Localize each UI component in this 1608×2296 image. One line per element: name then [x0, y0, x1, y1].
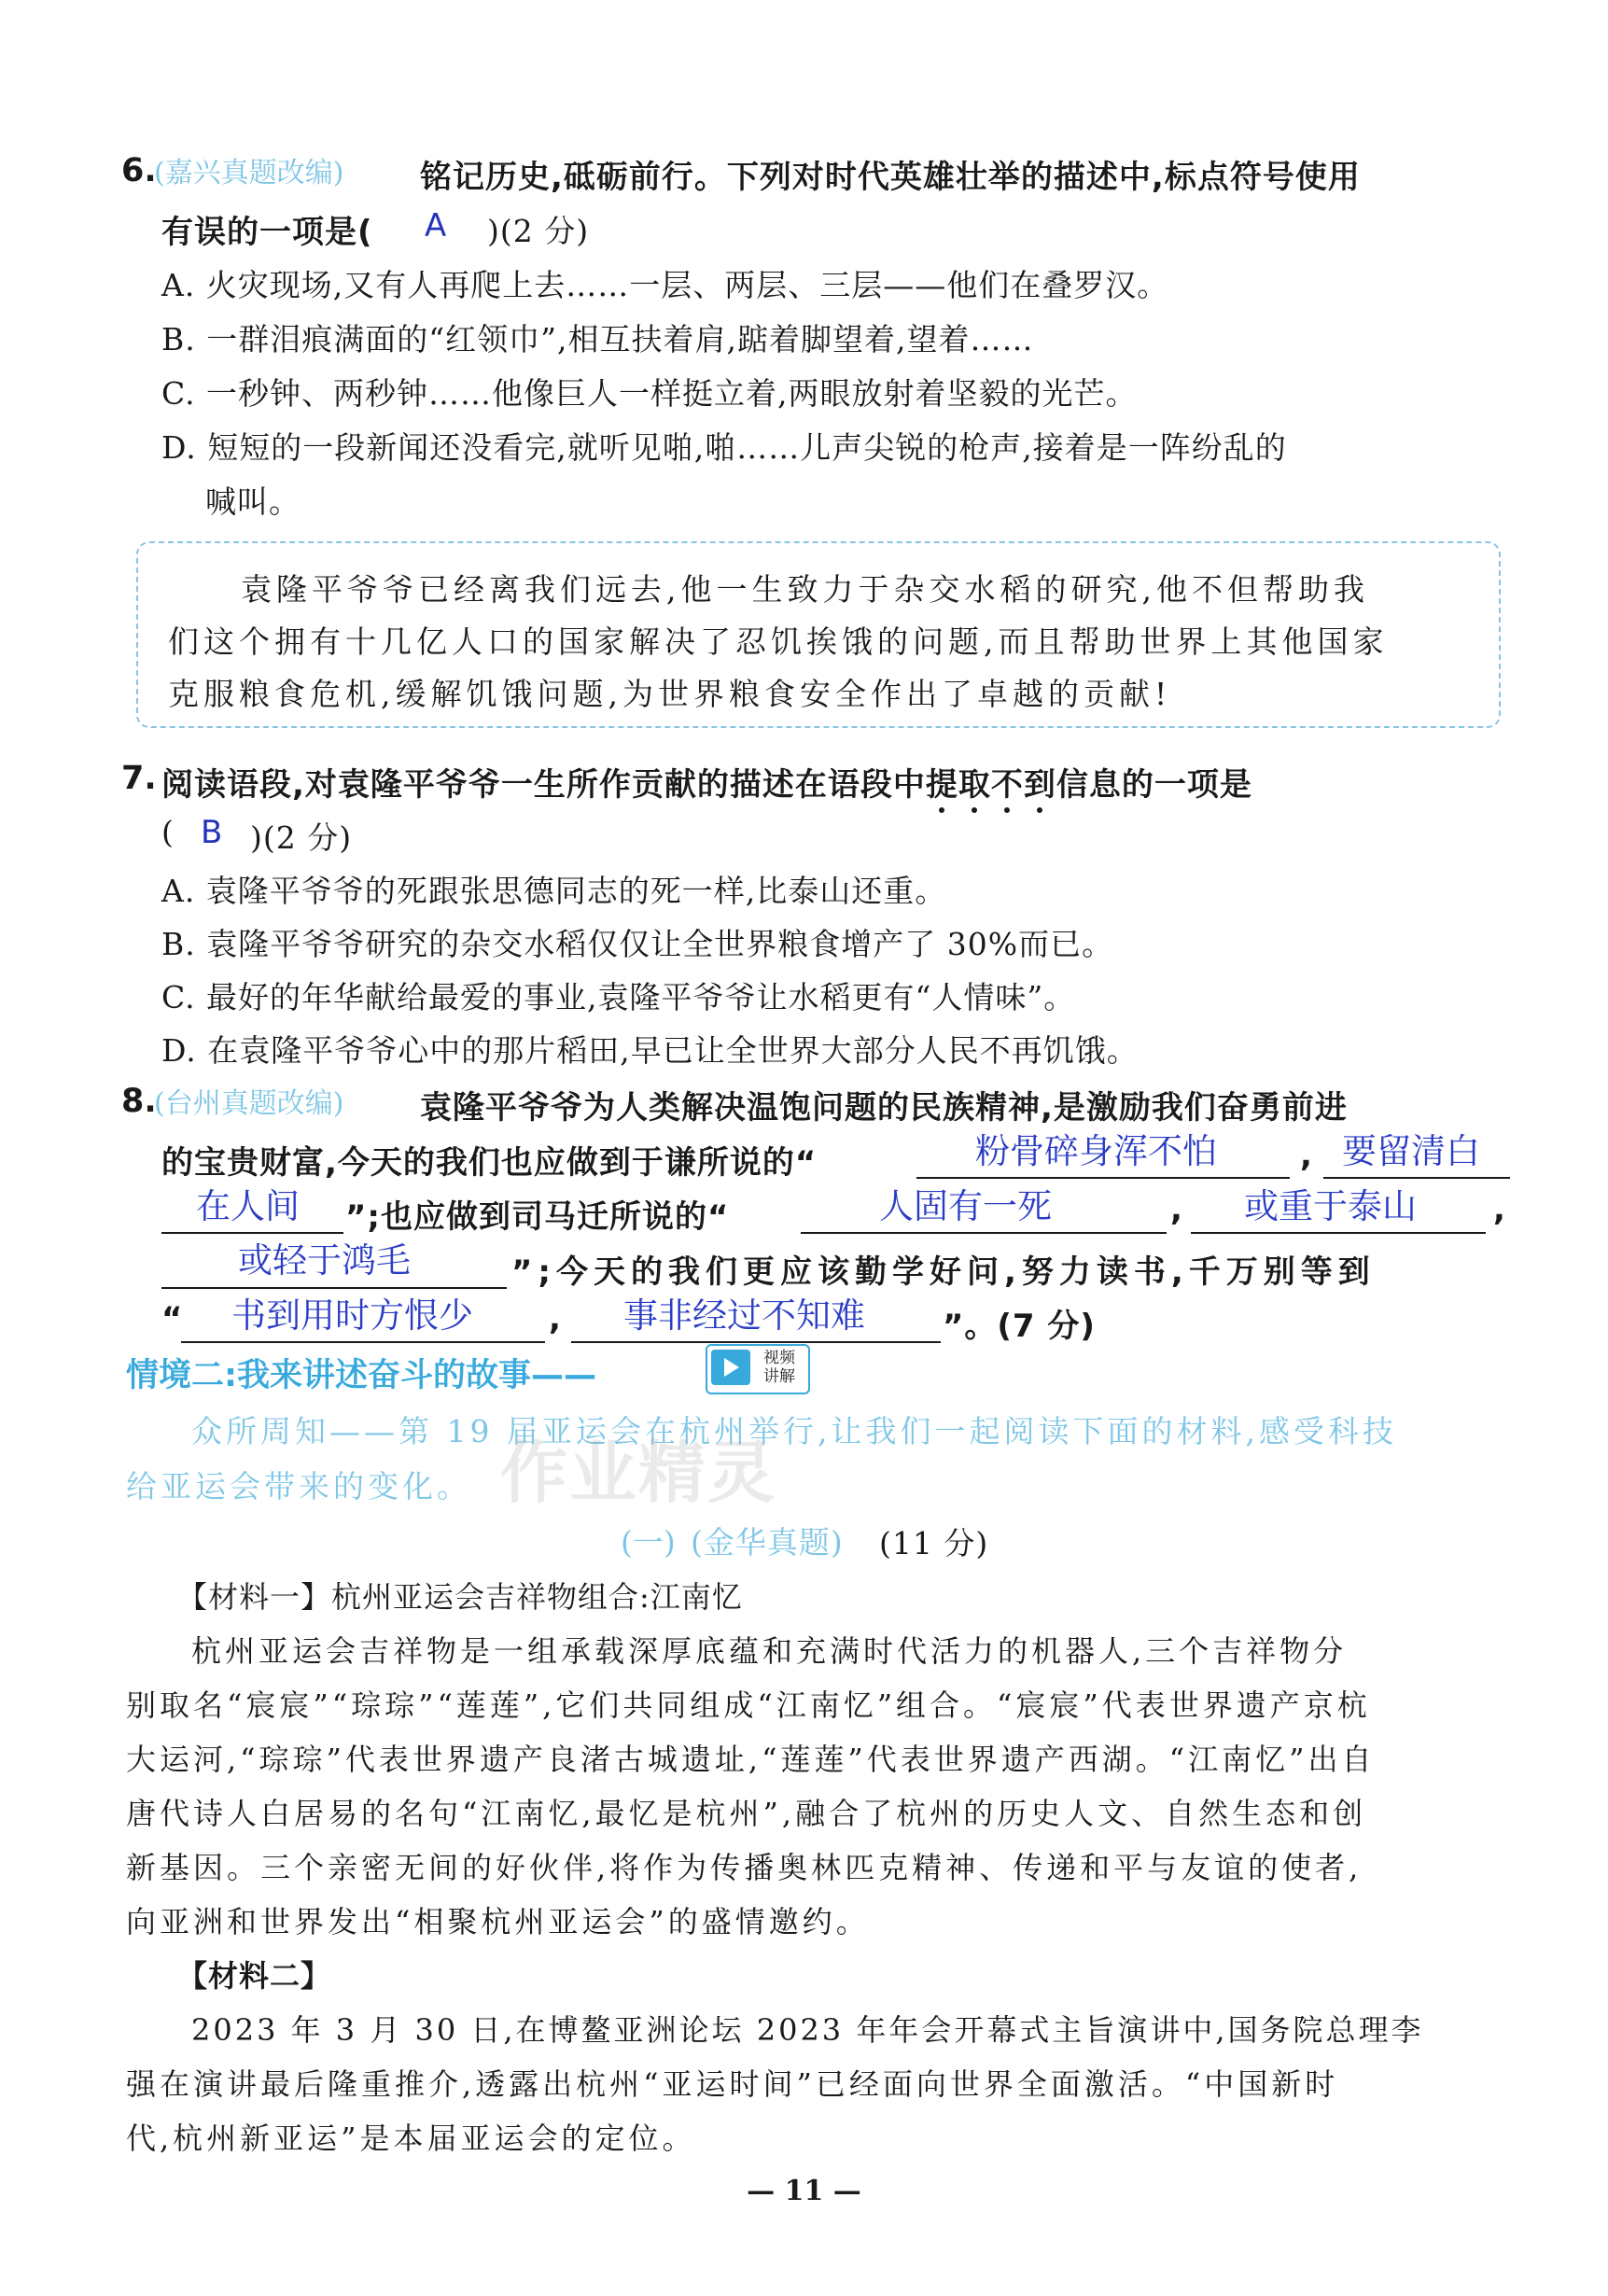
q8-stem-line4: ”;今天的我们更应该勤学好问,努力读书,千万别等到 [511, 1253, 1376, 1291]
material2-line1: 2023 年 3 月 30 日,在博鳌亚洲论坛 2023 年年会开幕式主旨演讲中,国务院总理李 [191, 2012, 1424, 2048]
q8-end: ”。(7 分) [943, 1308, 1096, 1345]
q7-option-a: A. 袁隆平爷爷的死跟张思德同志的死一样,比泰山还重。 [161, 873, 947, 909]
q6-option-c: C. 一秒钟、两秒钟……他像巨人一样挺立着,两眼放射着坚毅的光芒。 [161, 375, 1138, 412]
material1-line5: 新基因。三个亲密无间的好伙伴,将作为传播奥林匹克精神、传递和平与友谊的使者, [126, 1850, 1363, 1885]
section2-intro-line2: 给亚运会带来的变化。 [126, 1468, 471, 1505]
q7-option-c: C. 最好的年华献给最爱的事业,袁隆平爷爷让水稻更有“人情味”。 [161, 979, 1076, 1015]
q7-number: 7. [121, 760, 157, 797]
q8-answer-4: 或重于泰山 [1244, 1186, 1417, 1226]
part1-source: (金华真题) [691, 1524, 844, 1561]
q8-open-quote: “ [161, 1300, 184, 1337]
material1-line4: 唐代诗人白居易的名句“江南忆,最忆是杭州”,融合了杭州的历史人文、自然生态和创 [126, 1796, 1367, 1831]
material1-line6: 向亚洲和世界发出“相聚杭州亚运会”的盛情邀约。 [126, 1904, 870, 1939]
q6-stem-line2: 有误的一项是( [161, 214, 373, 251]
q8-comma-2: , [1170, 1191, 1183, 1228]
q6-source: (嘉兴真题改编) [154, 157, 344, 189]
passage-line1: 袁隆平爷爷已经离我们远去,他一生致力于杂交水稻的研究,他不但帮助我 [241, 571, 1369, 608]
q6-option-d: D. 短短的一段新闻还没看完,就听见啪,啪……儿声尖锐的枪声,接着是一阵纷乱的 [161, 429, 1287, 466]
play-icon [711, 1350, 750, 1385]
material1-heading: 【材料一】杭州亚运会吉祥物组合:江南忆 [177, 1579, 743, 1615]
q8-number: 8. [121, 1083, 157, 1120]
q8-comma-3: , [1493, 1191, 1506, 1228]
q7-stem-part2: 信息的一项是 [1056, 766, 1252, 804]
watermark-logo: 作业精灵 [500, 1434, 777, 1512]
q7-score: )(2 分) [250, 819, 353, 856]
q8-stem-line2: 的宝贵财富,今天的我们也应做到于谦所说的“ [161, 1144, 818, 1182]
q8-answer-1: 粉骨碎身浑不怕 [975, 1131, 1217, 1171]
q8-comma-4: , [549, 1300, 562, 1337]
q8-stem-line1: 袁隆平爷爷为人类解决温饱问题的民族精神,是激励我们奋勇前进 [420, 1089, 1348, 1127]
q8-answer-3: 人固有一死 [879, 1186, 1052, 1226]
section2-title: 情境二:我来讲述奋斗的故事—— [126, 1357, 596, 1394]
material1-line3: 大运河,“琮琮”代表世界遗产良渚古城遗址,“莲莲”代表世界遗产西湖。“江南忆”出自 [126, 1742, 1376, 1777]
q7-option-b: B. 袁隆平爷爷研究的杂交水稻仅仅让全世界粮食增产了 30%而已。 [161, 926, 1114, 962]
q7-paren-open: ( [161, 814, 175, 850]
q7-stem-part1: 阅读语段,对袁隆平爷爷一生所作贡献的描述在语段中 [161, 766, 926, 804]
q6-score: )(2 分) [487, 213, 590, 249]
part1-score: (11 分) [879, 1525, 989, 1561]
q7-emphasis: 提取不到 [926, 766, 1056, 804]
passage-line2: 们这个拥有十几亿人口的国家解决了忍饥挨饿的问题,而且帮助世界上其他国家 [168, 623, 1389, 660]
q7-stem-line1 [161, 759, 1252, 805]
part1-label: (一) [621, 1524, 676, 1561]
q8-answer-2-line1: 要留清白 [1342, 1131, 1480, 1171]
q7-option-d: D. 在袁隆平爷爷心中的那片稻田,早已让全世界大部分人民不再饥饿。 [161, 1032, 1139, 1069]
material1-line2: 别取名“宸宸”“琮琮”“莲莲”,它们共同组成“江南忆”组合。“宸宸”代表世界遗产京杭 [126, 1687, 1371, 1723]
q8-source: (台州真题改编) [154, 1087, 344, 1120]
q8-answer-6: 书到用时方恨少 [231, 1295, 473, 1336]
passage-line3: 克服粮食危机,缓解饥饿问题,为世界粮食安全作出了卓越的贡献! [168, 676, 1172, 712]
video-explain-button[interactable] [706, 1344, 810, 1394]
material1-line1: 杭州亚运会吉祥物是一组承载深厚底蕴和充满时代活力的机器人,三个吉祥物分 [191, 1633, 1348, 1669]
q7-answer: B [201, 814, 223, 851]
q8-stem-line3: ”;也应做到司马迁所说的“ [345, 1198, 730, 1236]
q6-stem-line1: 铭记历史,砥砺前行。下列对时代英雄壮举的描述中,标点符号使用 [420, 159, 1361, 196]
q6-number: 6. [121, 152, 157, 189]
q8-answer-2-line2: 在人间 [196, 1186, 300, 1226]
q6-option-d-cont: 喊叫。 [205, 483, 301, 520]
q6-answer: A [425, 207, 447, 245]
video-explain-label: 视频 讲解 [763, 1349, 795, 1386]
page-number: — 11 — [747, 2175, 861, 2207]
q8-answer-5: 或轻于鸿毛 [238, 1240, 411, 1281]
q8-comma-1: , [1300, 1137, 1313, 1174]
material2-line2: 强在演讲最后隆重推介,透露出杭州“亚运时间”已经面向世界全面激活。“中国新时 [126, 2066, 1339, 2102]
q8-answer-7: 事非经过不知难 [623, 1295, 865, 1336]
material2-line3: 代,杭州新亚运”是本届亚运会的定位。 [126, 2121, 696, 2156]
q6-option-a: A. 火灾现场,又有人再爬上去……一层、两层、三层——他们在叠罗汉。 [161, 267, 1169, 303]
material2-heading: 【材料二】 [177, 1958, 332, 1994]
section2-intro-line1: 众所周知——第 19 届亚运会在杭州举行,让我们一起阅读下面的材料,感受科技 [191, 1413, 1397, 1449]
q6-option-b: B. 一群泪痕满面的“红领巾”,相互扶着肩,踮着脚望着,望着…… [161, 321, 1034, 357]
